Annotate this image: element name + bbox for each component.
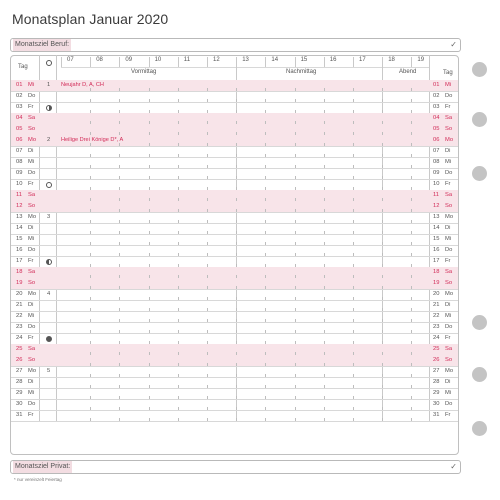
weekday: Sa: [28, 346, 36, 352]
day-slot[interactable]: [57, 168, 429, 179]
day-number-right: 27: [433, 368, 440, 374]
weekday: Sa: [28, 115, 36, 121]
weekday: Fr: [28, 335, 34, 341]
hour-label: 09: [125, 57, 133, 63]
weekday-right: So: [445, 280, 453, 286]
calendar-grid: [10, 55, 459, 455]
day-slot[interactable]: [57, 212, 429, 223]
day-number-right: 17: [433, 258, 440, 264]
hour-label: 19: [417, 57, 425, 63]
moon-phase-new-icon: [46, 336, 52, 342]
day-slot[interactable]: [57, 410, 429, 421]
weekday-right: Fr: [445, 104, 451, 110]
day-slot[interactable]: [57, 322, 429, 333]
moon-phase-full-icon: [46, 182, 52, 188]
day-slot[interactable]: [57, 190, 429, 201]
day-number-right: 18: [433, 269, 440, 275]
day-number-right: 24: [433, 335, 440, 341]
holiday-event: Heilige Drei Könige D*, A: [61, 137, 124, 143]
monthly-goal-job-field[interactable]: [10, 38, 461, 52]
checkmark-icon: ✓: [450, 462, 457, 471]
weekday: Mo: [28, 137, 37, 143]
day-slot[interactable]: [57, 256, 429, 267]
weekday: Do: [28, 247, 36, 253]
hour-divider: [61, 57, 62, 67]
day-slot[interactable]: [57, 102, 429, 113]
weekday: Do: [28, 324, 36, 330]
day-number: 31: [16, 412, 23, 418]
day-number-right: 22: [433, 313, 440, 319]
hour-label: 18: [388, 57, 395, 63]
holiday-event: Neujahr D, A, CH: [61, 82, 104, 88]
day-slot[interactable]: [57, 300, 429, 311]
weekday-right: Di: [445, 148, 451, 154]
hour-label: 14: [271, 57, 279, 63]
weekday-right: Sa: [445, 115, 453, 121]
weekday: Mi: [28, 390, 35, 396]
weekday: Mi: [28, 313, 35, 319]
day-slot[interactable]: [57, 278, 429, 289]
weekday: So: [28, 357, 36, 363]
day-number-right: 04: [433, 115, 440, 121]
weekday-right: Mo: [445, 368, 454, 374]
day-slot[interactable]: [57, 146, 429, 157]
day-slot[interactable]: [57, 91, 429, 102]
weekday: Mi: [28, 82, 35, 88]
weekday-right: Mo: [445, 137, 454, 143]
weekday: Sa: [28, 269, 36, 275]
weekday: Di: [28, 302, 34, 308]
day-number-right: 15: [433, 236, 440, 242]
checkmark-icon: ✓: [450, 40, 457, 49]
period-morning: Vormittag: [131, 69, 157, 75]
weekday-right: Mi: [445, 236, 452, 242]
hour-divider: [90, 57, 91, 67]
hour-divider: [119, 57, 120, 67]
day-number-right: 25: [433, 346, 440, 352]
moon-phase-last-icon: [46, 259, 52, 265]
weekday-right: Mo: [445, 291, 454, 297]
day-number-right: 29: [433, 390, 440, 396]
header-divider: [61, 67, 429, 68]
day-number-right: 05: [433, 126, 440, 132]
weekday-right: Sa: [445, 346, 453, 352]
binder-hole-icon: [472, 367, 487, 382]
monthly-goal-private-field[interactable]: [10, 460, 461, 474]
weekday-right: Fr: [445, 258, 451, 264]
day-number: 29: [16, 390, 23, 396]
day-slot[interactable]: [57, 201, 429, 212]
day-number: 14: [16, 225, 23, 231]
hour-divider: [295, 57, 296, 67]
hour-divider: [265, 57, 266, 67]
day-number-right: 16: [433, 247, 440, 253]
day-slot[interactable]: [57, 245, 429, 256]
day-number: 23: [16, 324, 23, 330]
day-slot[interactable]: [57, 135, 429, 146]
day-slot[interactable]: [57, 124, 429, 135]
hour-label: 12: [213, 57, 220, 63]
calendar-week-number: 4: [47, 291, 51, 297]
calendar-week-number: 2: [47, 137, 51, 143]
page-title: Monatsplan Januar 2020: [12, 11, 169, 27]
day-slot[interactable]: [57, 355, 429, 366]
weekday-right: Mi: [445, 313, 452, 319]
weekday: So: [28, 203, 36, 209]
weekday: Do: [28, 93, 36, 99]
weekday-right: Sa: [445, 269, 453, 275]
moon-header-icon: [46, 60, 52, 66]
day-number: 01: [16, 82, 23, 88]
day-number-right: 06: [433, 137, 440, 143]
day-number-right: 19: [433, 280, 440, 286]
weekday: Mi: [28, 236, 35, 242]
day-number-right: 12: [433, 203, 440, 209]
day-number: 02: [16, 93, 23, 99]
weekday-right: Do: [445, 170, 453, 176]
day-number: 19: [16, 280, 23, 286]
monthly-goal-private-label: Monatsziel Privat:: [13, 461, 72, 473]
day-number-right: 10: [433, 181, 440, 187]
weekday-right: Di: [445, 302, 451, 308]
day-column-header: Tag: [18, 64, 28, 70]
weekday-right: Fr: [445, 412, 451, 418]
weekday: Fr: [28, 104, 34, 110]
hour-divider: [236, 57, 237, 67]
day-number: 27: [16, 368, 23, 374]
weekday-right: Do: [445, 93, 453, 99]
day-number-right: 28: [433, 379, 440, 385]
weekday-right: Do: [445, 247, 453, 253]
day-number: 17: [16, 258, 23, 264]
weekday-right: Fr: [445, 181, 451, 187]
day-slot[interactable]: [57, 113, 429, 124]
weekday-right: Mi: [445, 159, 452, 165]
weekday-right: Mo: [445, 214, 454, 220]
weekday-right: So: [445, 357, 453, 363]
day-number: 06: [16, 137, 23, 143]
period-afternoon: Nachmittag: [286, 69, 317, 75]
day-number-right: 07: [433, 148, 440, 154]
day-number: 10: [16, 181, 23, 187]
row-divider: [11, 421, 458, 422]
day-number-right: 03: [433, 104, 440, 110]
weekday-right: Mi: [445, 390, 452, 396]
hour-divider: [149, 57, 150, 67]
day-slot[interactable]: [57, 377, 429, 388]
weekday: Di: [28, 148, 34, 154]
weekday: So: [28, 280, 36, 286]
day-number: 15: [16, 236, 23, 242]
weekday-right: Do: [445, 401, 453, 407]
day-slot[interactable]: [57, 344, 429, 355]
binder-hole-icon: [472, 421, 487, 436]
monthly-goal-job-label: Monatsziel Beruf:: [13, 39, 71, 51]
calendar-week-number: 5: [47, 368, 51, 374]
weekday: Fr: [28, 181, 34, 187]
day-number-right: 23: [433, 324, 440, 330]
weekday-right: Di: [445, 225, 451, 231]
weekday: Mo: [28, 214, 37, 220]
day-number: 12: [16, 203, 23, 209]
hour-divider: [411, 57, 412, 67]
weekday-right: Mi: [445, 82, 452, 88]
day-slot[interactable]: [57, 366, 429, 377]
weekday: Do: [28, 401, 36, 407]
weekday: Mo: [28, 291, 37, 297]
day-number: 08: [16, 159, 23, 165]
day-slot[interactable]: [57, 388, 429, 399]
day-number-right: 09: [433, 170, 440, 176]
day-number: 24: [16, 335, 23, 341]
day-number: 22: [16, 313, 23, 319]
weekday: Fr: [28, 412, 34, 418]
day-number: 13: [16, 214, 23, 220]
binder-hole-icon: [472, 62, 487, 77]
day-number-right: 01: [433, 82, 440, 88]
weekday-right: Do: [445, 324, 453, 330]
day-number-right: 21: [433, 302, 440, 308]
hour-label: 07: [67, 57, 74, 63]
day-number: 07: [16, 148, 23, 154]
weekday: Di: [28, 225, 34, 231]
weekday-right: Sa: [445, 192, 453, 198]
day-number: 18: [16, 269, 23, 275]
day-number: 28: [16, 379, 23, 385]
day-number: 11: [16, 192, 23, 198]
day-number-right: 30: [433, 401, 440, 407]
day-number-right: 14: [433, 225, 440, 231]
day-number: 25: [16, 346, 23, 352]
hour-divider: [207, 57, 208, 67]
period-evening: Abend: [399, 69, 417, 75]
binder-hole-icon: [472, 315, 487, 330]
day-number-right: 26: [433, 357, 440, 363]
day-slot[interactable]: [57, 157, 429, 168]
binder-hole-icon: [472, 166, 487, 181]
day-number: 04: [16, 115, 23, 121]
weekday: So: [28, 126, 36, 132]
weekday: Mo: [28, 368, 37, 374]
day-slot[interactable]: [57, 80, 429, 91]
weekday: Mi: [28, 159, 35, 165]
hour-label: 17: [359, 57, 366, 63]
day-number-right: 13: [433, 214, 440, 220]
day-number: 20: [16, 291, 23, 297]
day-slot[interactable]: [57, 267, 429, 278]
weekday: Fr: [28, 258, 34, 264]
day-number-right: 02: [433, 93, 440, 99]
hour-divider: [353, 57, 354, 67]
day-slot[interactable]: [57, 311, 429, 322]
hour-divider: [324, 57, 325, 67]
day-number: 21: [16, 302, 23, 308]
hour-divider: [382, 57, 383, 67]
hour-label: 10: [154, 57, 162, 63]
day-number: 05: [16, 126, 23, 132]
day-number: 03: [16, 104, 23, 110]
calendar-week-number: 3: [47, 214, 51, 220]
day-number: 09: [16, 170, 23, 176]
moon-phase-first-icon: [46, 105, 52, 111]
weekday: Di: [28, 379, 34, 385]
day-slot[interactable]: [57, 289, 429, 300]
weekday-right: Fr: [445, 335, 451, 341]
day-number-right: 31: [433, 412, 440, 418]
weekday: Sa: [28, 192, 36, 198]
day-slot[interactable]: [57, 223, 429, 234]
binder-hole-icon: [472, 112, 487, 127]
day-number: 26: [16, 357, 23, 363]
hour-label: 13: [242, 57, 249, 63]
weekday: Do: [28, 170, 36, 176]
calendar-week-number: 1: [47, 82, 51, 88]
day-column-header-right: Tag: [443, 70, 453, 76]
footnote: * nur vereinzelt Feiertag: [14, 477, 62, 482]
day-number: 30: [16, 401, 23, 407]
weekday-right: So: [445, 126, 453, 132]
hour-label: 15: [300, 57, 308, 63]
day-number-right: 11: [433, 192, 440, 198]
weekday-right: Di: [445, 379, 451, 385]
hour-label: 16: [329, 57, 337, 63]
hour-label: 11: [183, 57, 191, 63]
day-slot[interactable]: [57, 399, 429, 410]
weekday-right: So: [445, 203, 453, 209]
day-number-right: 08: [433, 159, 440, 165]
hour-label: 08: [96, 57, 103, 63]
day-number: 16: [16, 247, 23, 253]
day-slot[interactable]: [57, 179, 429, 190]
day-number-right: 20: [433, 291, 440, 297]
day-slot[interactable]: [57, 333, 429, 344]
day-slot[interactable]: [57, 234, 429, 245]
hour-divider: [178, 57, 179, 67]
